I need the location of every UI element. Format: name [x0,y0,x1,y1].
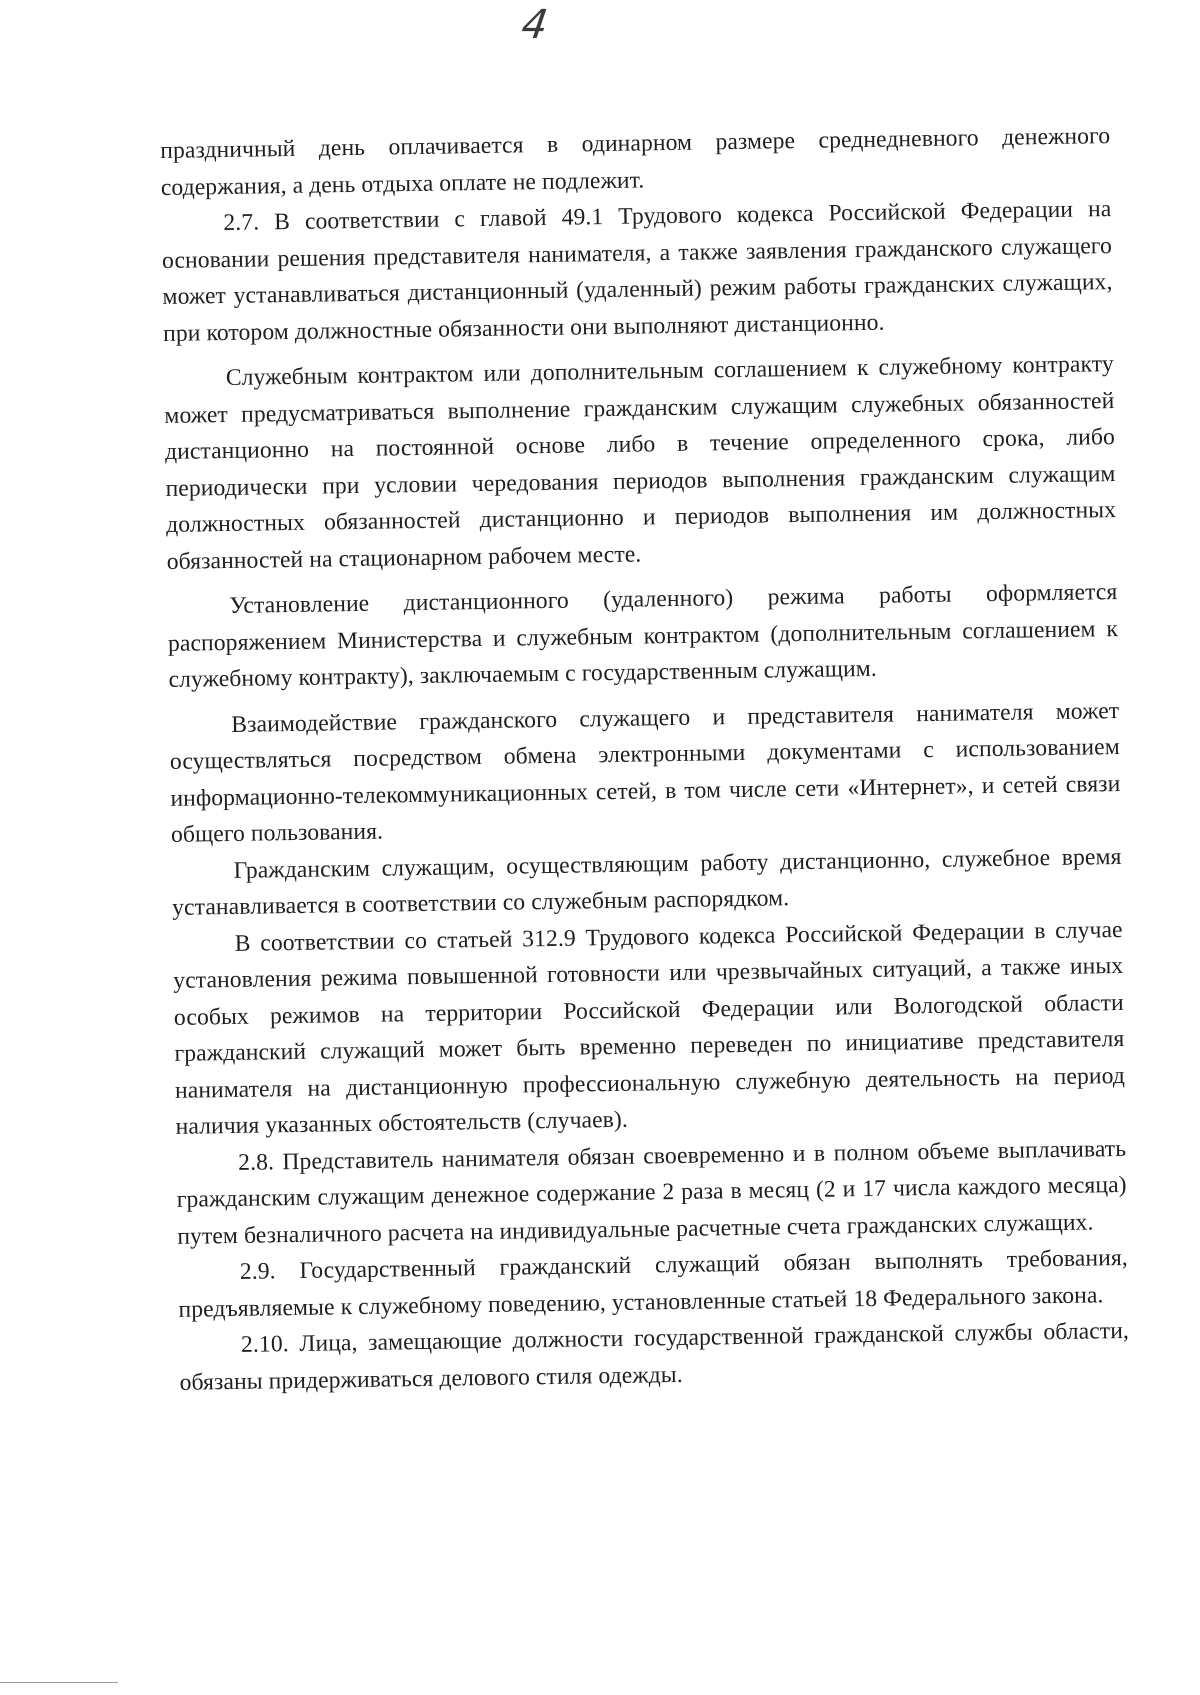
paragraph-working-time: Гражданским служащим, осуществляющим работу дистанционно, служебное время устанавливается в соответствии со служебным распорядком. [171,843,1122,921]
paragraph-2-7: 2.7. В соответствии с главой 49.1 Трудового кодекса Российской Федерации на основании решения представителя нанимателя, а также заявления гражданского служащего может устанавливаться дистанционный (удаленный) режим работы гражданских служащих, при котором должностные обязанности они выполняют дистанционно. [161,196,1113,347]
paragraph-continuation: праздничный день оплачивается в одинарном размере среднедневного денежного содержания, а день отдыха оплате не подлежит. [160,123,1111,201]
paragraph-2-9: 2.9. Государственный гражданский служащий обязан выполнять требования, предъявляемые к служебному поведению, установленные статьей 18 Федерального закона. [178,1244,1128,1323]
document-body [160,118,1130,1401]
footer-rule [0,1682,118,1683]
paragraph-article-312-9: В соответствии со статьей 312.9 Трудового кодекса Российской Федерации в случае установления режима повышенной готовности или чрезвычайных ситуаций, а также иных особых режимов на территории Российской Федерации или Вологодской области гражданский служащий может быть временно переведен по инициативе представителя нанимателя на дистанционную профессиональную служебную деятельность на период наличия указанных обстоятельств (случаев). [173,916,1126,1140]
page-number: 4 [518,2,551,48]
paragraph-2-10: 2.10. Лица, замещающие должности государственной гражданской службы области, обязаны придерживаться делового стиля одежды. [179,1317,1130,1396]
paragraph-2-8: 2.8. Представитель нанимателя обязан своевременно и в полном объеме выплачивать гражданским служащим денежное содержание 2 раза в месяц (2 и 17 числа каждого месяца) путем безналичного расчета на индивидуальные расчетные счета гражданских служащих. [176,1135,1127,1250]
paragraph-service-contract: Служебным контрактом или дополнительным соглашением к служебному контракту может предусматриваться выполнение гражданским служащим служебных обязанностей дистанционно на постоянной основе либо в течение определенного срока, либо периодически при условии чередования периодов выполнения гражданским служащим должностных обязанностей дистанционно и периодов выполнения им должностных обязанностей на стационарном рабочем месте. [164,351,1117,575]
paragraph-remote-mode-order: Установление дистанционного (удаленного) режима работы оформляется распоряжением Министерства и служебным контрактом (дополнительным соглашением к служебному контракту), заключаемым с государственным служащим. [167,579,1119,693]
paragraph-interaction: Взаимодействие гражданского служащего и представителя нанимателя может осуществляться посредством обмена электронными документами с использованием информационно-телекоммуникационных сетей, в том числе сети «Интернет», и сетей связи общего пользования. [169,697,1121,848]
